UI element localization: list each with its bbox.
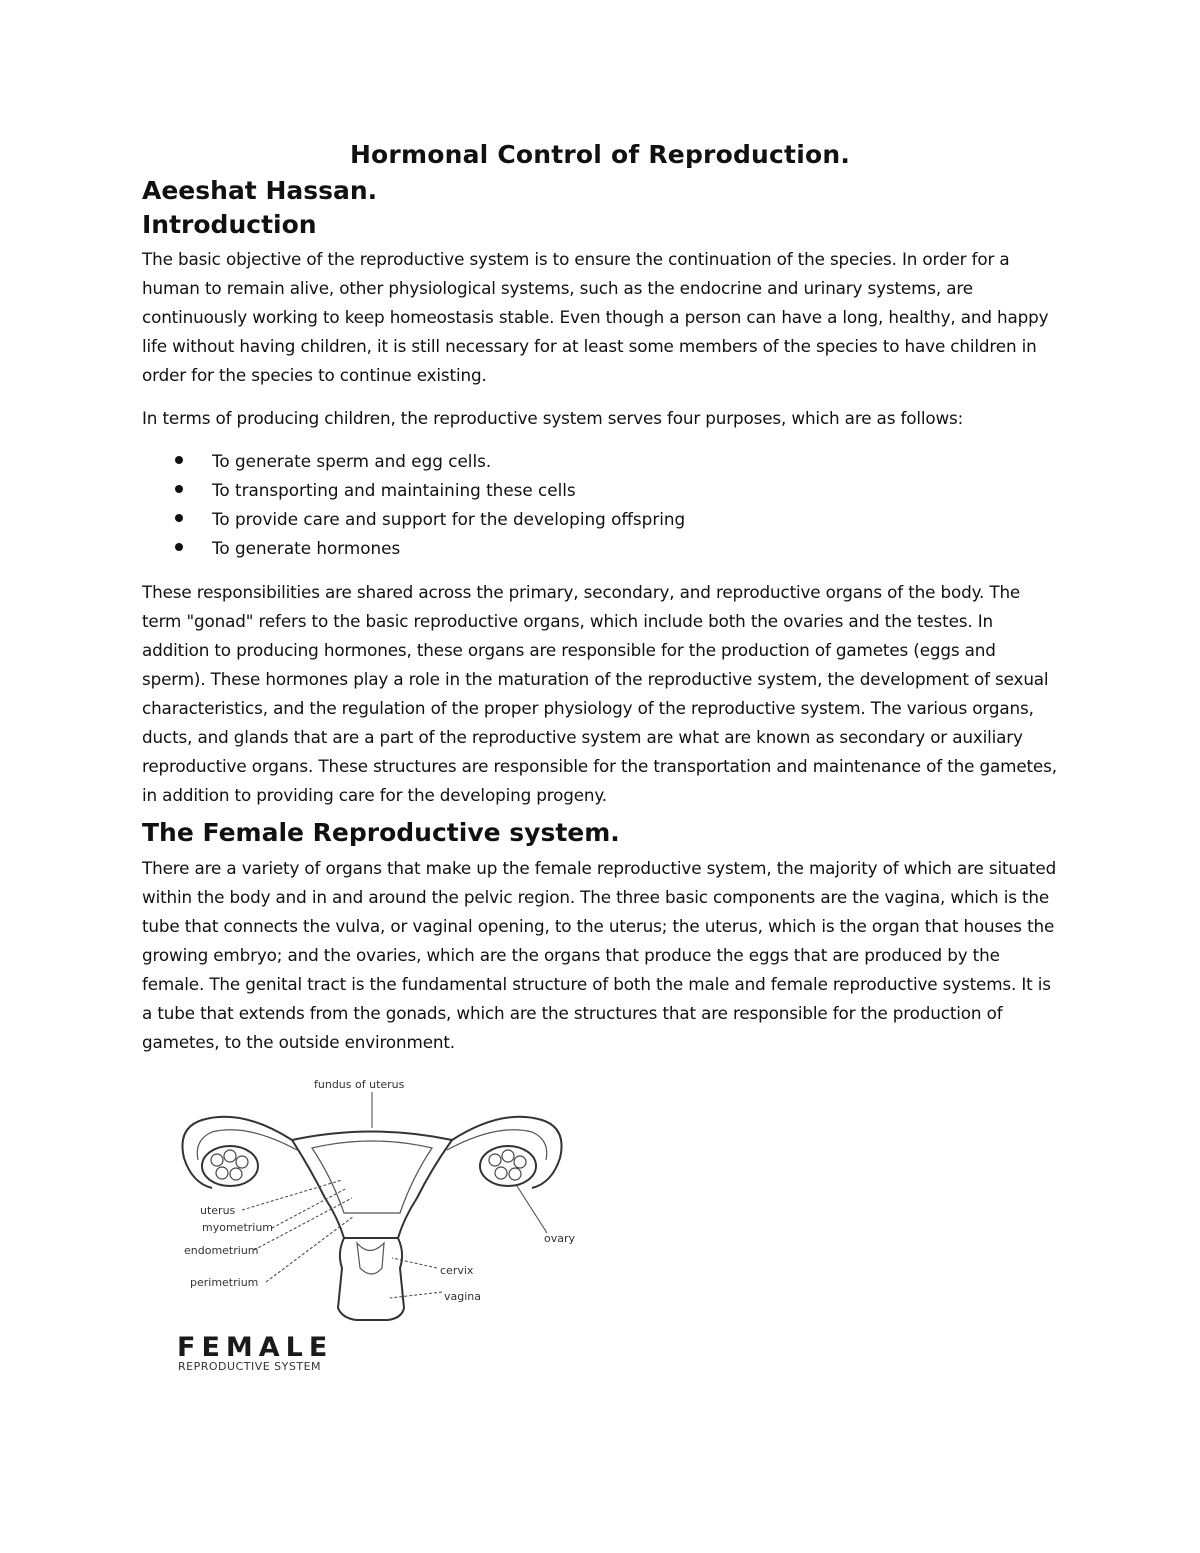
left-ovary-icon [202, 1146, 258, 1186]
female-section-paragraph: There are a variety of organs that make up the female reproductive system, the majority of which are situated within the body and in and around the pelvic region. The three basic components are the vagina, which is the tube that connects the vulva, or vaginal opening, to the uterus; the uterus, which is the organ that houses the growing embryo; and the ovaries, which are the organs that produce the eggs that are produced by the female. The genital tract is the fundamental structure of both the male and female reproductive systems. It is a tube that extends from the gonads, which are the structures that are responsible for the production of gametes, to the outside environment. [142, 858, 1057, 1052]
document-title: Hormonal Control of Reproduction. [349, 140, 851, 169]
list-item [142, 505, 685, 534]
label-cervix: cervix [440, 1264, 474, 1277]
cervix-pointer [392, 1258, 437, 1268]
author-name: Aeeshat Hassan. [142, 176, 378, 205]
bullet-icon [175, 543, 183, 551]
introduction-paragraph-1: The basic objective of the reproductive system is to ensure the continuation of the species. In order for a human to remain alive, other physiological systems, such as the endocrine and urinary systems, are continuously working to keep homeostasis stable. Even though a person can have a long, healthy, and happy life without having children, it is still necessary for at least some members of the species to have children in order for the species to continue existing. [142, 249, 1049, 385]
list-item-text: To generate hormones [212, 538, 401, 558]
uterus-pointer [242, 1180, 342, 1210]
list-item-text: To generate sperm and egg cells. [212, 451, 492, 471]
label-fundus: fundus of uterus [314, 1078, 405, 1091]
list-item [142, 534, 685, 563]
introduction-heading: Introduction [142, 210, 317, 239]
label-ovary: ovary [544, 1232, 576, 1245]
vagina-pointer [390, 1292, 442, 1298]
cervix-inner [357, 1243, 384, 1274]
label-uterus: uterus [200, 1204, 236, 1217]
diagram-svg [142, 1068, 596, 1390]
right-tube [452, 1117, 562, 1188]
purposes-list [142, 447, 685, 563]
bullet-icon [175, 456, 183, 464]
female-reproductive-diagram [142, 1068, 596, 1390]
label-myometrium: myometrium [202, 1221, 274, 1234]
left-tube [182, 1117, 292, 1188]
bullet-icon [175, 514, 183, 522]
bullet-icon [175, 485, 183, 493]
list-item-text: To transporting and maintaining these cells [212, 480, 576, 500]
caption-female: FEMALE [177, 1332, 334, 1363]
label-vagina: vagina [444, 1290, 482, 1303]
introduction-paragraph-3: These responsibilities are shared across the primary, secondary, and reproductive organs of the body. The term "gonad" refers to the basic reproductive organs, which include both the ovaries and the testes. In addition to producing hormones, these organs are responsible for the production of gametes (eggs and sperm). These hormones play a role in the maturation of the reproductive system, the development of sexual characteristics, and the regulation of the proper physiology of the reproductive system. The various organs, ducts, and glands that are a part of the reproductive system are what are known as secondary or auxiliary reproductive organs. These structures are responsible for the transportation and maintenance of the gametes, in addition to providing care for the developing progeny. [142, 582, 1057, 805]
ovary-pointer [517, 1186, 547, 1233]
list-item [142, 476, 685, 505]
list-item-text: To provide care and support for the developing offspring [212, 509, 686, 529]
female-section-heading: The Female Reproductive system. [142, 818, 620, 847]
label-endometrium: endometrium [184, 1244, 259, 1257]
caption-reproductive-system: REPRODUCTIVE SYSTEM [178, 1360, 322, 1373]
list-item [142, 447, 685, 476]
myometrium-pointer [272, 1188, 347, 1228]
label-perimetrium: perimetrium [190, 1276, 259, 1289]
right-ovary-icon [480, 1146, 536, 1186]
introduction-paragraph-2: In terms of producing children, the reproductive system serves four purposes, which are as follows: [142, 408, 964, 428]
